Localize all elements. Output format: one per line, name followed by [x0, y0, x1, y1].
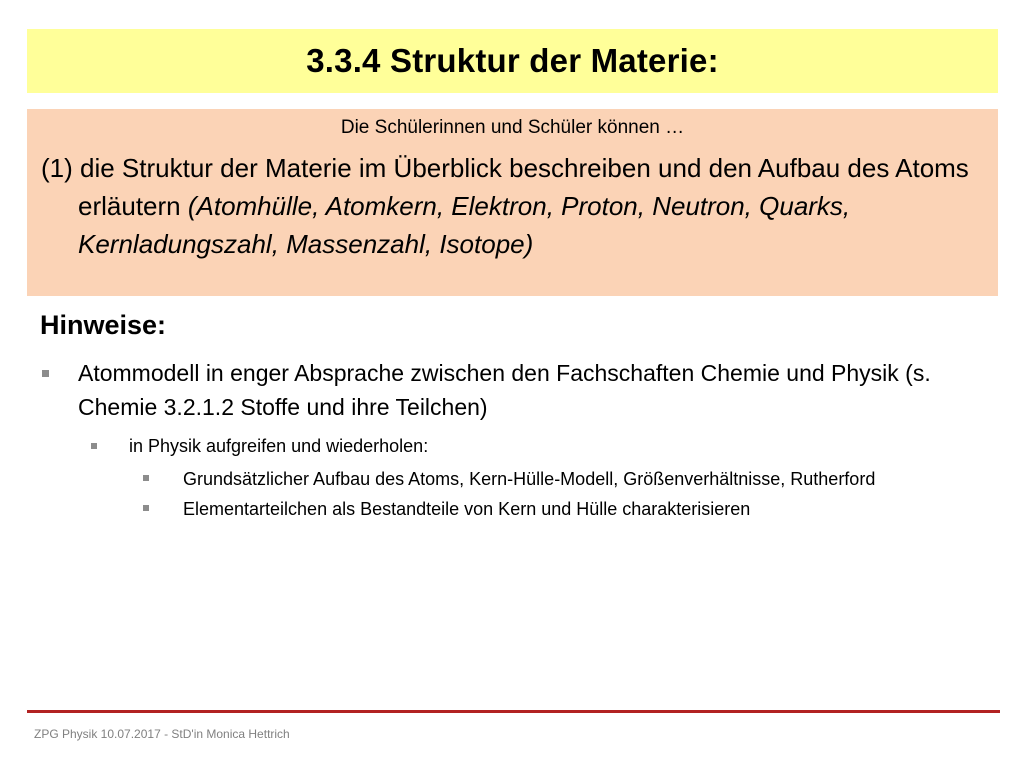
square-bullet-icon — [42, 370, 49, 377]
list-item-text: Grundsätzlicher Aufbau des Atoms, Kern-Hülle-Modell, Größenverhältnisse, Rutherford — [183, 469, 876, 489]
list-item-text: Elementarteilchen als Bestandteile von Kern und Hülle charakterisieren — [183, 499, 751, 519]
slide-title: 3.3.4 Struktur der Materie: — [306, 42, 719, 79]
hinweise-heading: Hinweise: — [40, 310, 167, 340]
square-bullet-icon — [143, 505, 149, 511]
title-banner — [27, 29, 998, 93]
competency-item-text: (1) die Struktur der Materie im Überblick beschreiben und den Aufbau des Atoms erläutern — [41, 153, 969, 221]
square-bullet-icon — [143, 475, 149, 481]
list-item-text: in Physik aufgreifen und wiederholen: — [129, 436, 429, 456]
footer-divider — [27, 710, 1000, 713]
competency-item — [41, 149, 984, 263]
list-item — [140, 494, 990, 524]
competency-intro: Die Schülerinnen und Schüler können … — [340, 117, 685, 138]
competency-item-terms: (Atomhülle, Atomkern, Elektron, Proton, Neutron, Quarks, Kernladungszahl, Massenzahl, Isotope) — [78, 191, 851, 259]
list-item-text: Atommodell in enger Absprache zwischen den Fachschaften Chemie und Physik (s. Chemie 3.2.1.2 Stoffe und ihre Teilchen) — [78, 360, 931, 420]
list-item — [88, 432, 968, 460]
footer-text: ZPG Physik 10.07.2017 - StD'in Monica Hettrich — [34, 727, 290, 741]
list-item — [40, 356, 960, 424]
competency-box — [27, 109, 998, 296]
hinweise-list — [40, 356, 960, 424]
list-item — [140, 464, 990, 494]
hinweise-subsublist — [140, 464, 990, 524]
square-bullet-icon — [91, 443, 97, 449]
hinweise-sublist — [88, 432, 968, 460]
